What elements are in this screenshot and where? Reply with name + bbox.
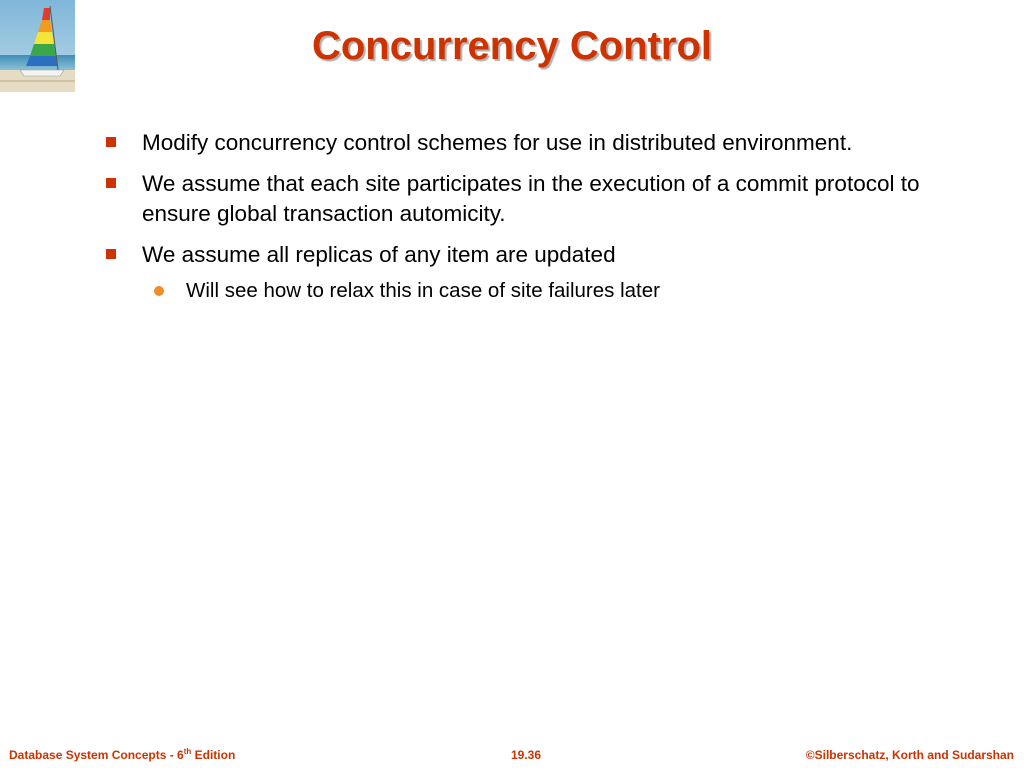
square-bullet-icon	[106, 249, 116, 259]
footer-copyright: ©Silberschatz, Korth and Sudarshan	[805, 748, 1014, 762]
bullet-text: Modify concurrency control schemes for use in distributed environment.	[142, 130, 853, 155]
bullet-item	[105, 169, 985, 229]
bullet-item	[105, 240, 985, 270]
footer-page-number: 19.36	[511, 748, 542, 762]
footer-course-title	[9, 747, 235, 762]
bullet-text: We assume all replicas of any item are updated	[142, 242, 616, 267]
footer-edition-superscript: th	[183, 747, 192, 756]
footer-edition-text: Edition	[191, 748, 236, 762]
sub-bullet-item	[149, 277, 985, 305]
slide-title: Concurrency Control	[311, 24, 713, 68]
bullet-item	[105, 128, 985, 158]
footer-course-text: Database System Concepts - 6	[9, 748, 184, 762]
square-bullet-icon	[106, 137, 116, 147]
circle-bullet-icon	[154, 286, 164, 296]
sub-bullet-text: Will see how to relax this in case of site failures later	[186, 279, 660, 302]
square-bullet-icon	[106, 178, 116, 188]
bullet-text: We assume that each site participates in the execution of a commit protocol to ensure global transaction automicity.	[142, 171, 920, 226]
bullet-list	[105, 128, 985, 305]
